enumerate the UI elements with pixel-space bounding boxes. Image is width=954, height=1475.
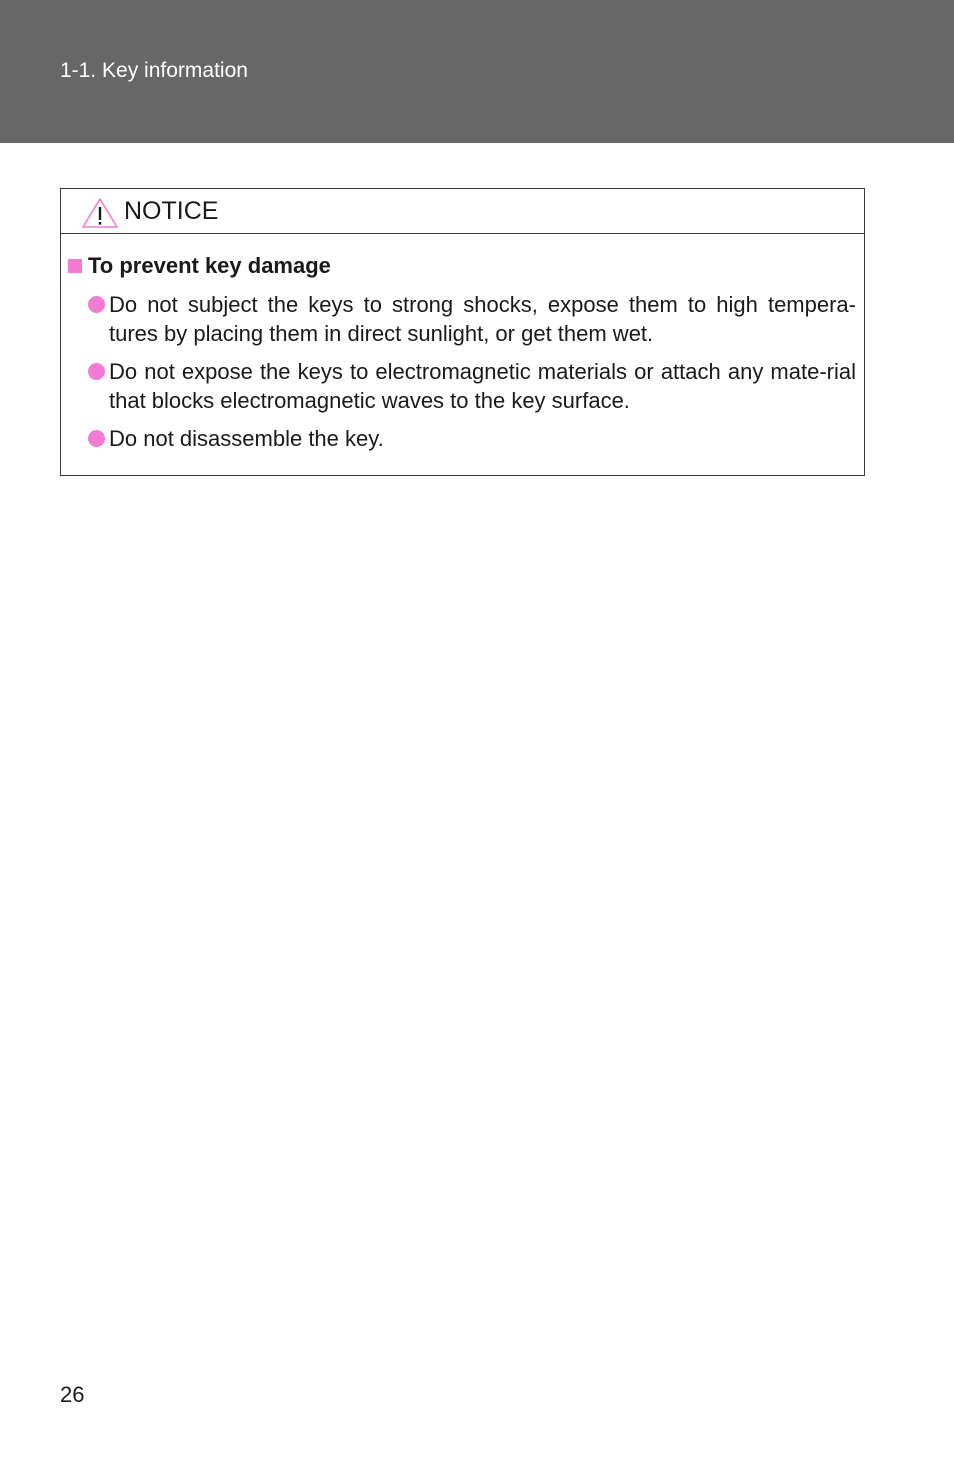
- topic-title: To prevent key damage: [88, 253, 331, 278]
- circle-bullet-icon: [88, 363, 105, 380]
- list-item: [88, 424, 856, 453]
- page-number: 26: [60, 1382, 85, 1407]
- notice-topic: [68, 253, 331, 279]
- list-item-text: Do not expose the keys to electromagnetic materials or attach any mate-rial that blocks electromagnetic waves to the key surface.: [109, 359, 856, 413]
- notice-box: [60, 188, 865, 476]
- notice-items: [88, 290, 856, 462]
- list-item-text: Do not subject the keys to strong shocks, expose them to high tempera-tures by placing them in direct sunlight, or get them wet.: [109, 292, 856, 346]
- list-item: [88, 290, 856, 348]
- circle-bullet-icon: [88, 430, 105, 447]
- list-item-text: Do not disassemble the key.: [109, 426, 384, 451]
- warning-triangle-icon: [81, 197, 119, 229]
- notice-title: NOTICE: [124, 197, 219, 225]
- notice-header: [61, 189, 864, 234]
- section-label: 1-1. Key information: [60, 59, 248, 82]
- header-band: [0, 0, 954, 143]
- circle-bullet-icon: [88, 296, 105, 313]
- square-bullet-icon: [68, 259, 82, 273]
- list-item: [88, 357, 856, 415]
